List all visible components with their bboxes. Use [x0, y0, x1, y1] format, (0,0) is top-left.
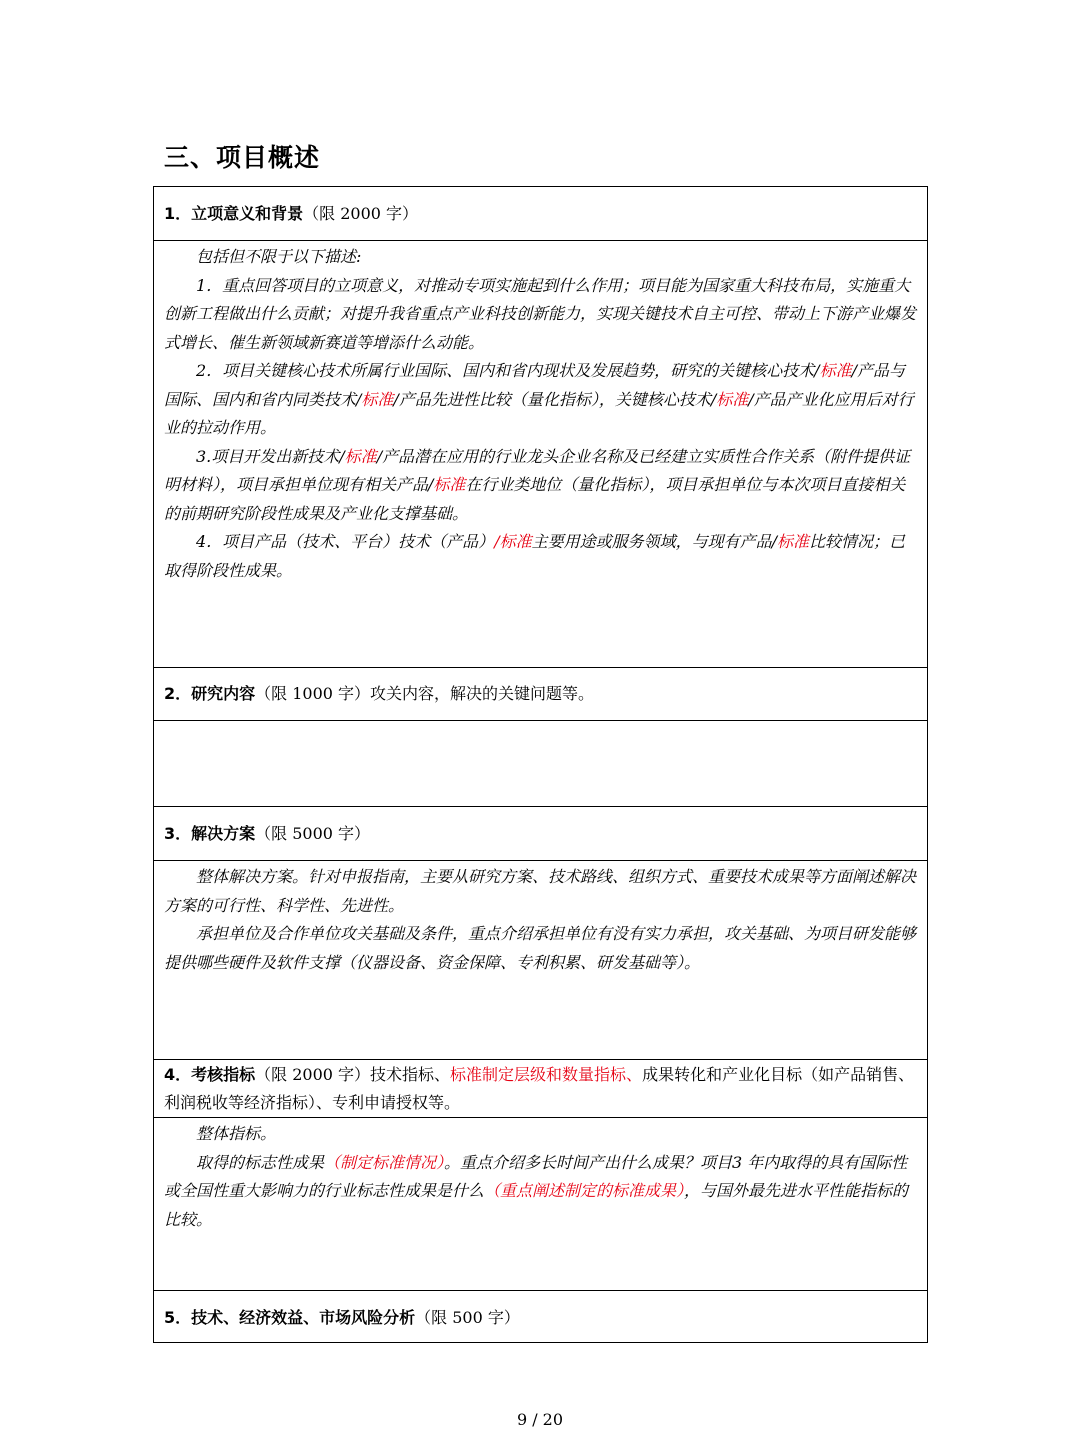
body-text: 整体解决方案。针对申报指南，主要从研究方案、技术路线、组织方式、重要技术成果等方面阐述解决方案的可行性、科学性、先进性。 [164, 867, 917, 915]
item-3-note: （限 5000 字） [255, 823, 371, 843]
paragraph [164, 243, 917, 272]
item-2-content[interactable] [154, 721, 927, 807]
item-4-header [154, 1060, 927, 1118]
paragraph [164, 1120, 917, 1149]
highlight-text: （重点阐述制定的标准成果） [484, 1181, 685, 1200]
paragraph [164, 528, 917, 585]
item-1-note: （限 2000 字） [303, 203, 419, 223]
body-text: 主要用途或服务领域，与现有产品/ [531, 532, 777, 551]
item-4-text [154, 1118, 927, 1234]
item-1-header [154, 187, 927, 241]
highlight-text: 标准 [433, 475, 466, 494]
highlight-text: 标准 [716, 389, 749, 409]
highlight-text: 标准制定层级和数量指标、 [450, 1065, 643, 1084]
item-2-label: 2．研究内容 [164, 684, 256, 703]
highlight-text: 标准 [777, 532, 810, 551]
body-text: ，与国外最先进水平性能指标的比较。 [164, 1181, 909, 1229]
body-text: 取得的标志性成果 [196, 1152, 325, 1172]
body-text: /产品与国际、国内和省内同类技术/ [164, 361, 905, 409]
item-5-header [154, 1291, 927, 1344]
item-3-content[interactable] [154, 861, 927, 1060]
item-3-text [154, 861, 927, 977]
body-text: （限 2000 字）技术指标、 [255, 1065, 451, 1084]
item-4-content[interactable] [154, 1118, 927, 1291]
body-text: 成果转化和产业化目标（如产品销售、利润税收等经济指标）、专利申请授权等。 [164, 1065, 915, 1112]
body-text: /产品先进性比较（量化指标），关键核心技术/ [393, 389, 717, 409]
body-text: 4．项目产品（技术、平台）技术（产品） [196, 532, 495, 551]
paragraph [164, 920, 917, 977]
body-text: 比较情况；已取得阶段性成果。 [164, 532, 906, 580]
item-4-label: 4．考核指标 [164, 1065, 256, 1084]
item-1-label: 1．立项意义和背景 [164, 203, 304, 223]
item-4-note [164, 1065, 914, 1112]
paragraph [164, 863, 917, 920]
item-5-label: 5．技术、经济效益、市场风险分析 [164, 1307, 416, 1327]
body-text: 包括但不限于以下描述: [196, 247, 362, 266]
body-text: /产品产业化应用后对行业的拉动作用。 [164, 389, 914, 437]
item-2-note: （限 1000 字）攻关内容，解决的关键问题等。 [255, 684, 595, 703]
item-1-text [154, 241, 927, 585]
paragraph [164, 1149, 917, 1235]
body-text: 在行业类地位（量化指标），项目承担单位与本次项目直接相关的前期研究阶段性成果及产业化支撑基础。 [164, 475, 906, 523]
highlight-text: 标准 [344, 446, 377, 466]
body-text: 整体指标。 [196, 1124, 277, 1143]
paragraph [164, 272, 917, 358]
item-1-content[interactable] [154, 241, 927, 668]
item-3-header [154, 807, 927, 861]
body-text: 3.项目开发出新技术/ [196, 446, 345, 466]
highlight-text: /标准 [494, 532, 532, 551]
item-5-note: （限 500 字） [415, 1307, 520, 1327]
paragraph [164, 443, 917, 529]
paragraph [164, 357, 917, 443]
page-title: 三、项目概述 [164, 143, 321, 172]
page-number: 9 / 20 [516, 1410, 564, 1429]
body-text: 承担单位及合作单位攻关基础及条件，重点介绍承担单位有没有实力承担，攻关基础、为项目研发能够提供哪些硬件及软件支撑（仪器设备、资金保障、专利积累、研发基础等）。 [164, 924, 917, 972]
body-text: 2．项目关键核心技术所属行业国际、国内和省内现状及发展趋势，研究的关键核心技术/ [196, 361, 820, 380]
item-3-label: 3．解决方案 [164, 823, 256, 843]
highlight-text: 标准 [361, 389, 394, 409]
project-overview-table [153, 186, 928, 1343]
body-text: /产品潜在应用的行业龙头企业名称及已经建立实质性合作关系（附件提供证明材料），项目承担单位现有相关产品/ [164, 446, 911, 494]
body-text: 。重点介绍多长时间产出什么成果？项目3 年内取得的具有国际性或全国性重大影响力的行业标志性成果是什么 [164, 1152, 908, 1200]
item-2-header [154, 668, 927, 721]
highlight-text: 标准 [819, 361, 852, 380]
highlight-text: （制定标准情况） [324, 1152, 445, 1172]
body-text: 1．重点回答项目的立项意义，对推动专项实施起到什么作用；项目能为国家重大科技布局，实施重大创新工程做出什么贡献；对提升我省重点产业科技创新能力，实现关键技术自主可控、带动上下游产业爆发式增长、催生新领域新赛道等增添什么动能。 [164, 275, 917, 352]
